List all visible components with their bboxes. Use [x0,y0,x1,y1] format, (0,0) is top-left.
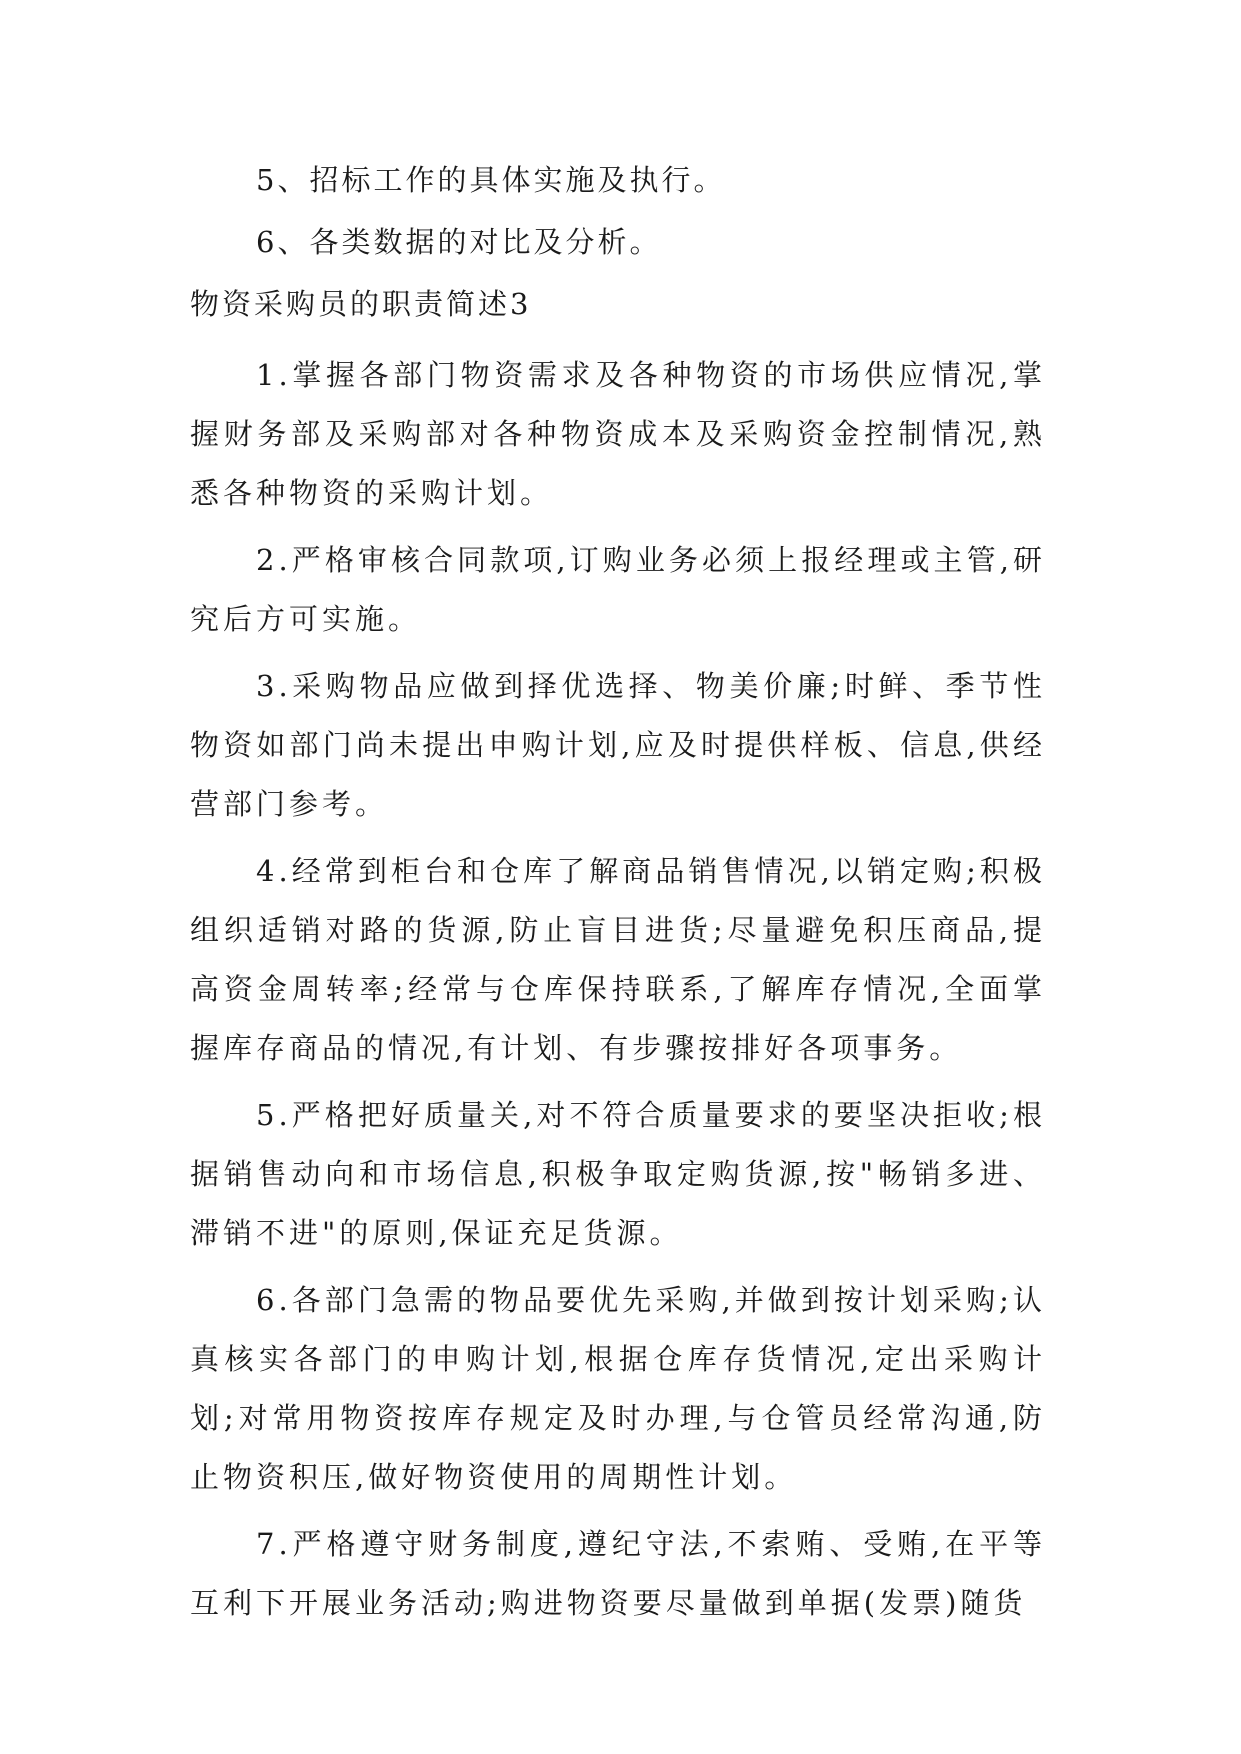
paragraph-6: 6.各部门急需的物品要优先采购,并做到按计划采购;认真核实各部门的申购计划,根据仓库存货情况,定出采购计划;对常用物资按库存规定及时办理,与仓管员经常沟通,防止物资积压,做好物资使用的周期性计划。 [190,1283,1046,1494]
paragraph-4: 4.经常到柜台和仓库了解商品销售情况,以销定购;积极组织适销对路的货源,防止盲目进货;尽量避免积压商品,提高资金周转率;经常与仓库保持联系,了解库存情况,全面掌握库存商品的情况,有计划、有步骤按排好各项事务。 [190,854,1046,1065]
list-item-6: 6、各类数据的对比及分析。 [256,225,662,259]
paragraph-2: 2.严格审核合同款项,订购业务必须上报经理或主管,研究后方可实施。 [190,543,1046,636]
paragraph-5: 5.严格把好质量关,对不符合质量要求的要坚决拒收;根据销售动向和市场信息,积极争取定购货源,按"畅销多进、滞销不进"的原则,保证充足货源。 [190,1098,1046,1250]
paragraph-3: 3.采购物品应做到择优选择、物美价廉;时鲜、季节性物资如部门尚未提出申购计划,应及时提供样板、信息,供经营部门参考。 [190,669,1046,821]
section-heading: 物资采购员的职责简述3 [190,287,532,321]
document-body [190,160,1046,1633]
paragraph-1: 1.掌握各部门物资需求及各种物资的市场供应情况,掌握财务部及采购部对各种物资成本及采购资金控制情况,熟悉各种物资的采购计划。 [190,358,1046,510]
paragraph-7: 7.严格遵守财务制度,遵纪守法,不索贿、受贿,在平等互利下开展业务活动;购进物资要尽量做到单据(发票)随货 [190,1527,1046,1620]
list-item-5: 5、招标工作的具体实施及执行。 [256,163,726,197]
